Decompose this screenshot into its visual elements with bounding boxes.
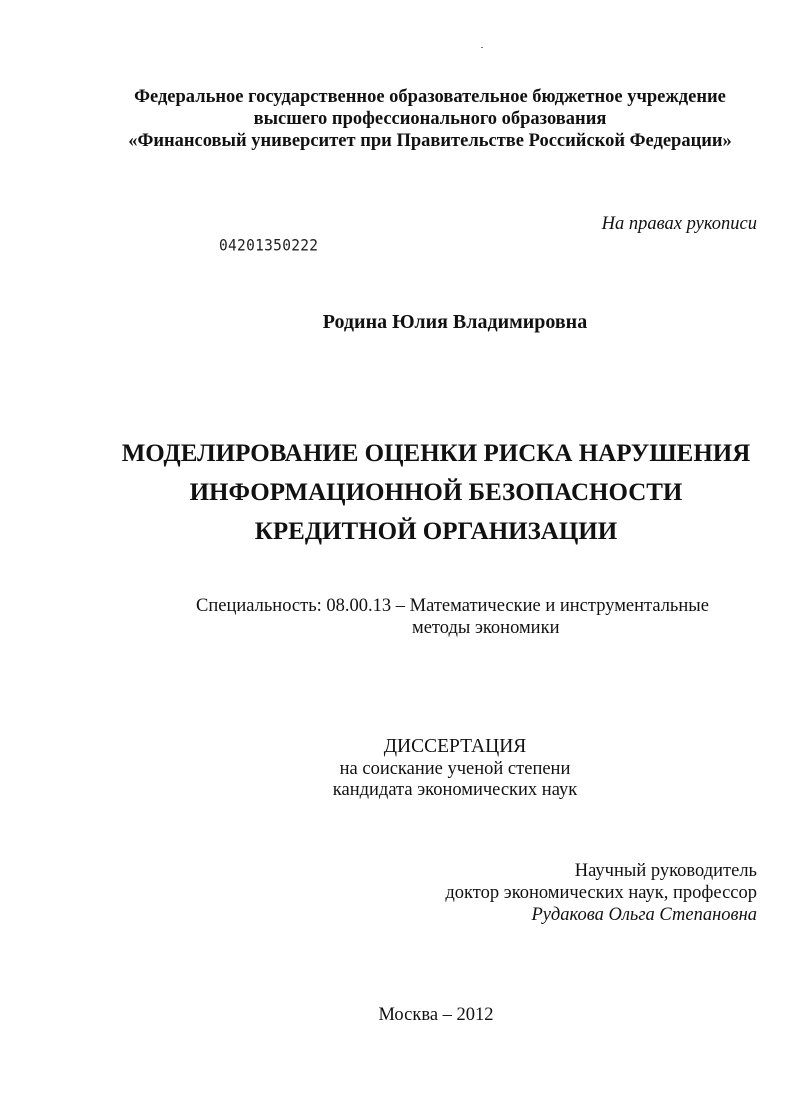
institution-line-3: «Финансовый университет при Правительстве Российской Федерации» [128,131,732,151]
stamp-number: 04201350222 [219,237,319,255]
place-year: Москва – 2012 [378,1005,494,1025]
rights-note: На правах рукописи [601,214,757,234]
supervisor-degree: доктор экономических наук, профессор [445,883,757,903]
supervisor-role: Научный руководитель [574,861,757,881]
degree-block [0,735,797,801]
institution-line-2: высшего профессионального образования [253,109,607,129]
specialty-line-1: Специальность: 08.00.13 – Математические и инструментальные [196,596,709,616]
supervisor-name: Рудакова Ольга Степановна [531,905,757,925]
title-line-3: КРЕДИТНОЙ ОРГАНИЗАЦИИ [254,518,618,545]
title-line-2: ИНФОРМАЦИОННОЙ БЕЗОПАСНОСТИ [189,479,683,506]
institution-line-1: Федеральное государственное образовательное бюджетное учреждение [134,87,726,107]
scan-speck [481,47,483,48]
degree-line-1: на соискание ученой степени [339,759,571,779]
degree-heading: ДИССЕРТАЦИЯ [383,736,527,757]
supervisor-block [445,860,757,926]
specialty-line-2: методы экономики [412,618,560,638]
specialty-block [196,595,709,639]
degree-line-2: кандидата экономических наук [332,780,578,800]
dissertation-title [0,434,797,551]
title-line-1: МОДЕЛИРОВАНИЕ ОЦЕНКИ РИСКА НАРУШЕНИЯ [121,440,751,467]
institution-header [60,86,797,152]
author-name: Родина Юлия Владимировна [322,311,588,333]
